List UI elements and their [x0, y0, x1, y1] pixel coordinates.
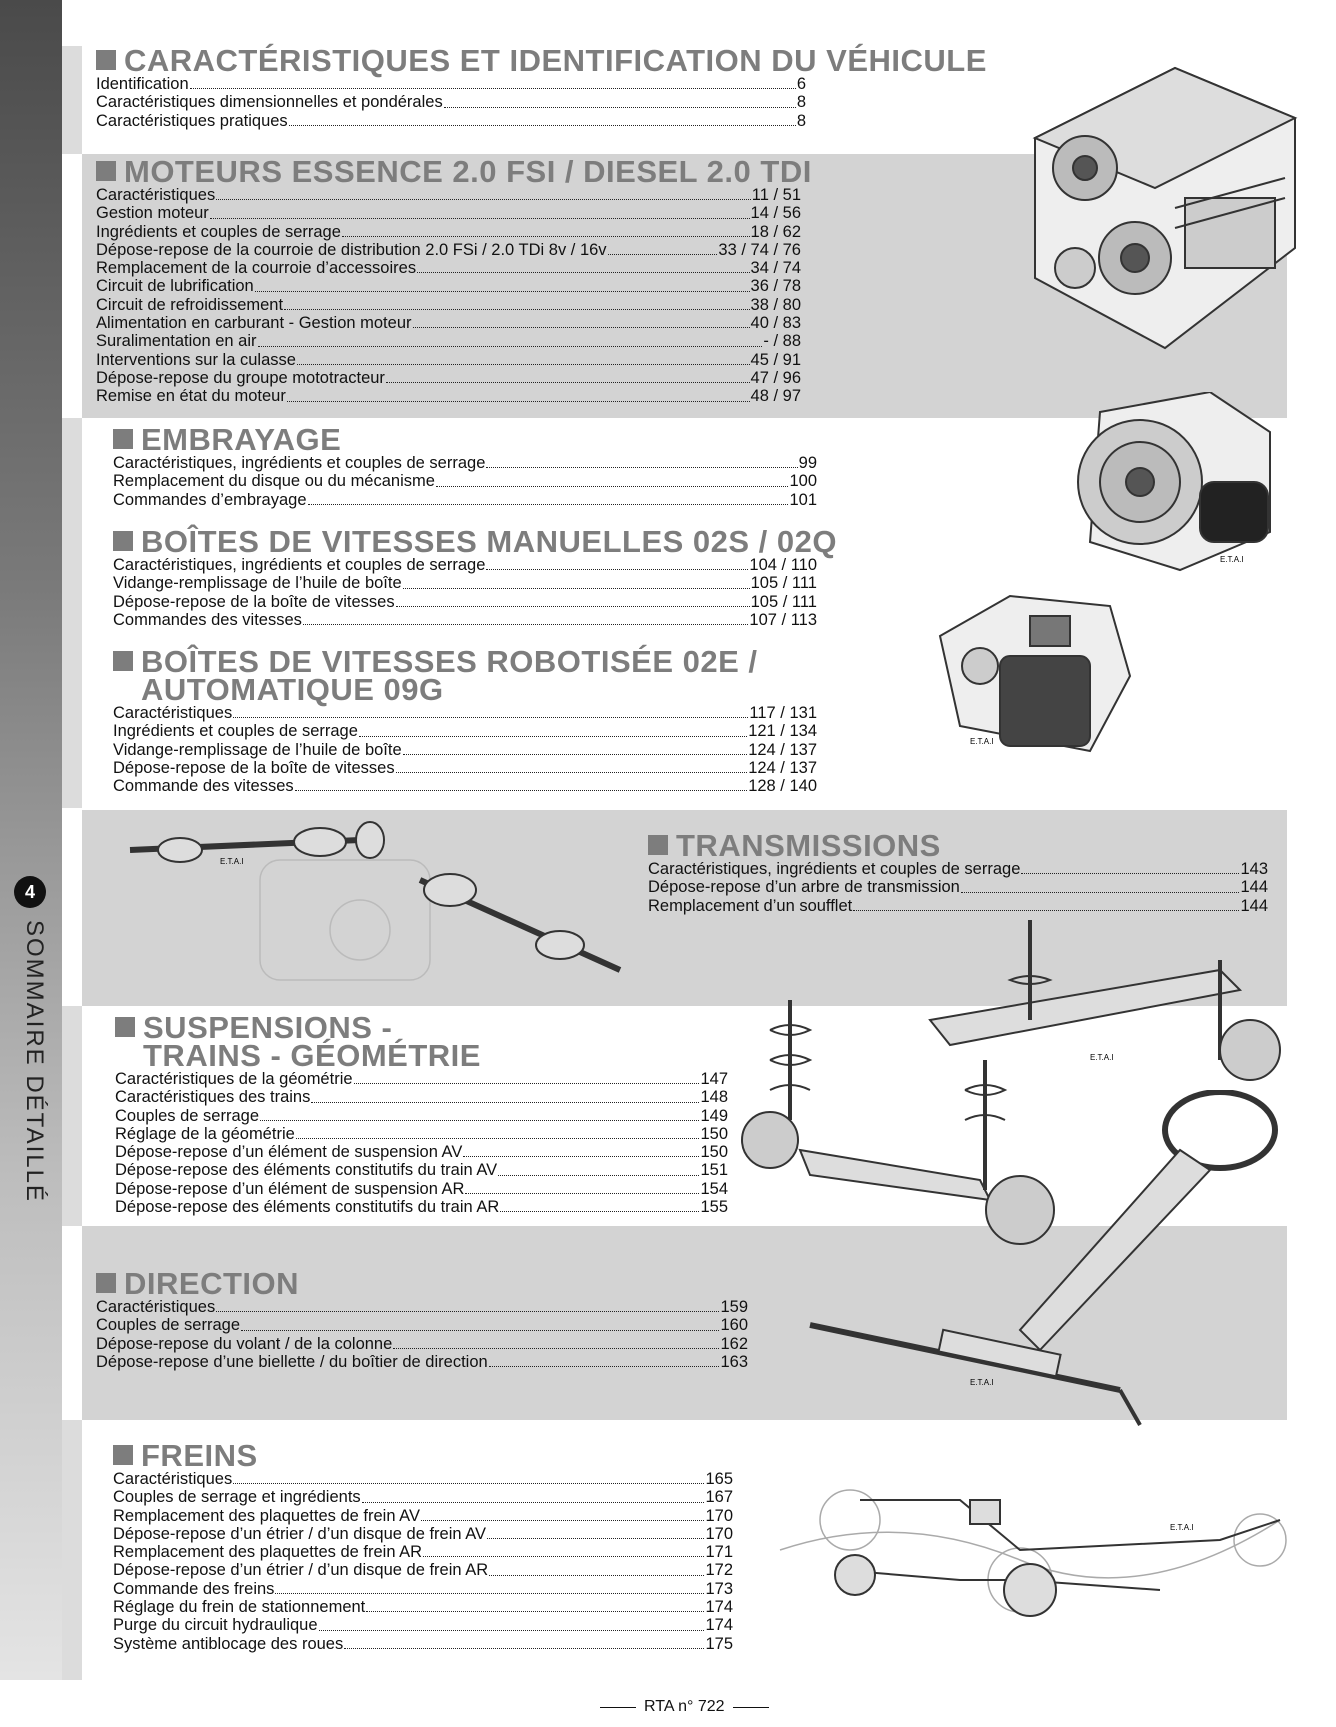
toc-entry[interactable]: Dépose-repose de la boîte de vitesses 124 / 137: [113, 758, 817, 777]
etai-watermark: E.T.A.I: [970, 1378, 994, 1387]
toc-entry[interactable]: Remplacement des plaquettes de frein AR 171: [113, 1543, 733, 1562]
square-bullet-icon: [113, 651, 133, 671]
toc-entry[interactable]: Remplacement de la courroie d’accessoires 34 / 74: [96, 259, 801, 278]
toc-entry[interactable]: Purge du circuit hydraulique 174: [113, 1616, 733, 1635]
rail: [62, 46, 82, 154]
toc-entry[interactable]: Caractéristiques 117 / 131: [113, 704, 817, 722]
toc-entry[interactable]: Ingrédients et couples de serrage 18 / 62: [96, 222, 801, 241]
rail: [62, 418, 82, 808]
toc-list: [113, 1470, 733, 1653]
section-heading: MOTEURS ESSENCE 2.0 FSI / DIESEL 2.0 TDI: [96, 158, 801, 186]
toc-entry[interactable]: Caractéristiques, ingrédients et couples de serrage 99: [113, 454, 817, 472]
etai-watermark: E.T.A.I: [1170, 1523, 1194, 1532]
section-suspensions: [115, 1010, 728, 1217]
toc-entry[interactable]: Commande des freins 173: [113, 1579, 733, 1598]
toc-entry[interactable]: Alimentation en carburant - Gestion moteur 40 / 83: [96, 314, 801, 333]
section-heading: EMBRAYAGE: [113, 426, 817, 454]
toc-entry[interactable]: Dépose-repose d’un étrier / d’un disque de frein AV 170: [113, 1524, 733, 1543]
toc-list: [96, 186, 801, 406]
footer-rule: [733, 1707, 769, 1708]
etai-watermark: E.T.A.I: [220, 857, 244, 866]
toc-list: [113, 704, 817, 795]
etai-watermark: E.T.A.I: [1220, 555, 1244, 564]
section-heading: FREINS: [113, 1442, 733, 1470]
toc-entry[interactable]: Dépose-repose d’un élément de suspension AR 154: [115, 1179, 728, 1198]
page-number-badge: 4: [14, 876, 46, 908]
toc-list: [96, 75, 806, 130]
section-heading: DIRECTION: [96, 1270, 748, 1298]
toc-entry[interactable]: Dépose-repose de la courroie de distribution 2.0 FSi / 2.0 TDi 8v / 16v 33 / 74 / 76: [96, 240, 801, 259]
toc-list: [113, 556, 817, 629]
section-heading: SUSPENSIONS -: [115, 1014, 728, 1042]
toc-entry[interactable]: Caractéristiques 159: [96, 1298, 748, 1316]
etai-watermark: E.T.A.I: [970, 737, 994, 746]
rail: [62, 1420, 82, 1680]
toc-entry[interactable]: Couples de serrage et ingrédients 167: [113, 1488, 733, 1507]
section-boites-robotisees: [113, 644, 817, 796]
square-bullet-icon: [113, 1445, 133, 1465]
toc-entry[interactable]: Caractéristiques dimensionnelles et pondérales 8: [96, 93, 806, 112]
square-bullet-icon: [115, 1017, 135, 1037]
toc-entry[interactable]: Remplacement d’un soufflet 144: [648, 896, 1268, 915]
toc-entry[interactable]: Interventions sur la culasse 45 / 91: [96, 350, 801, 369]
toc-entry[interactable]: Dépose-repose d’un arbre de transmission 144: [648, 878, 1268, 897]
toc-entry[interactable]: Circuit de lubrification 36 / 78: [96, 277, 801, 296]
section-direction: [96, 1266, 748, 1371]
toc-list: [96, 1298, 748, 1371]
toc-entry[interactable]: Caractéristiques pratiques 8: [96, 111, 806, 130]
engine-illustration: [1015, 58, 1315, 358]
section-boites-manuelles: [113, 524, 838, 629]
rail: [62, 1006, 82, 1226]
section-caracteristiques: [96, 43, 987, 130]
toc-entry[interactable]: Caractéristiques, ingrédients et couples de serrage 104 / 110: [113, 556, 817, 574]
toc-entry[interactable]: Vidange-remplissage de l’huile de boîte 124 / 137: [113, 740, 817, 759]
etai-watermark: E.T.A.I: [1090, 1053, 1114, 1062]
toc-entry[interactable]: Dépose-repose d’une biellette / du boîtier de direction 163: [96, 1352, 748, 1371]
toc-entry[interactable]: Réglage du frein de stationnement 174: [113, 1598, 733, 1617]
section-heading-line2: AUTOMATIQUE 09G: [141, 672, 444, 707]
toc-entry[interactable]: Remise en état du moteur 48 / 97: [96, 387, 801, 406]
section-moteurs: [96, 154, 812, 406]
square-bullet-icon: [96, 1273, 116, 1293]
toc-entry[interactable]: Vidange-remplissage de l’huile de boîte 105 / 111: [113, 574, 817, 593]
toc-entry[interactable]: Réglage de la géométrie 150: [115, 1124, 728, 1143]
section-heading: TRANSMISSIONS: [648, 832, 1268, 860]
toc-entry[interactable]: Gestion moteur 14 / 56: [96, 204, 801, 223]
square-bullet-icon: [96, 161, 116, 181]
toc-entry[interactable]: Dépose-repose des éléments constitutifs du train AR 155: [115, 1198, 728, 1217]
toc-entry[interactable]: Dépose-repose du groupe mototracteur 47 / 96: [96, 368, 801, 387]
section-embrayage: [113, 422, 817, 509]
gearbox-illustration: [920, 576, 1150, 756]
square-bullet-icon: [113, 429, 133, 449]
brake-system-illustration: [760, 1460, 1300, 1630]
left-sidebar: [0, 0, 62, 1680]
square-bullet-icon: [96, 50, 116, 70]
driveshaft-illustration: [120, 820, 640, 990]
toc-entry[interactable]: Commandes des vitesses 107 / 113: [113, 610, 817, 629]
toc-entry[interactable]: Caractéristiques 165: [113, 1470, 733, 1488]
toc-entry[interactable]: Dépose-repose d’un élément de suspension AV 150: [115, 1143, 728, 1162]
toc-entry[interactable]: Commande des vitesses 128 / 140: [113, 777, 817, 796]
toc-entry[interactable]: Dépose-repose du volant / de la colonne 162: [96, 1334, 748, 1353]
toc-entry[interactable]: Remplacement des plaquettes de frein AV 170: [113, 1506, 733, 1525]
toc-entry[interactable]: Commandes d’embrayage 101: [113, 490, 817, 509]
section-freins: [113, 1438, 733, 1653]
section-heading: BOÎTES DE VITESSES MANUELLES 02S / 02Q: [113, 528, 817, 556]
square-bullet-icon: [113, 531, 133, 551]
section-transmissions: [648, 828, 1268, 915]
toc-entry[interactable]: Suralimentation en air - / 88: [96, 332, 801, 351]
toc-entry[interactable]: Couples de serrage 149: [115, 1106, 728, 1125]
toc-entry[interactable]: Circuit de refroidissement 38 / 80: [96, 295, 801, 314]
toc-entry[interactable]: Caractéristiques de la géométrie 147: [115, 1070, 728, 1088]
square-bullet-icon: [648, 835, 668, 855]
footer: [600, 1698, 769, 1716]
toc-entry[interactable]: Dépose-repose de la boîte de vitesses 105 / 111: [113, 592, 817, 611]
toc-entry[interactable]: Caractéristiques 11 / 51: [96, 186, 801, 204]
toc-entry[interactable]: Système antiblocage des roues 175: [113, 1634, 733, 1653]
footer-rule: [600, 1707, 636, 1708]
toc-entry[interactable]: Dépose-repose des éléments constitutifs du train AV 151: [115, 1161, 728, 1180]
toc-entry[interactable]: Remplacement du disque ou du mécanisme 100: [113, 472, 817, 491]
clutch-illustration: [1060, 392, 1280, 572]
section-heading-line2: TRAINS - GÉOMÉTRIE: [143, 1038, 481, 1073]
section-heading: BOÎTES DE VITESSES ROBOTISÉE 02E /: [113, 648, 817, 676]
toc-list: [115, 1070, 728, 1216]
section-heading: CARACTÉRISTIQUES ET IDENTIFICATION DU VÉHICULE: [96, 47, 806, 75]
toc-list: [113, 454, 817, 509]
toc-entry[interactable]: Dépose-repose d’un étrier / d’un disque de frein AR 172: [113, 1561, 733, 1580]
toc-entry[interactable]: Caractéristiques, ingrédients et couples de serrage 143: [648, 860, 1268, 878]
toc-entry[interactable]: Ingrédients et couples de serrage 121 / 134: [113, 722, 817, 741]
toc-list: [648, 860, 1268, 915]
footer-text: RTA n° 722: [644, 1698, 725, 1715]
toc-entry[interactable]: Identification 6: [96, 75, 806, 93]
vertical-section-label: SOMMAIRE DÉTAILLÉ: [21, 920, 48, 1203]
toc-entry[interactable]: Couples de serrage 160: [96, 1316, 748, 1335]
toc-entry[interactable]: Caractéristiques des trains 148: [115, 1088, 728, 1107]
steering-illustration: [790, 1090, 1310, 1430]
